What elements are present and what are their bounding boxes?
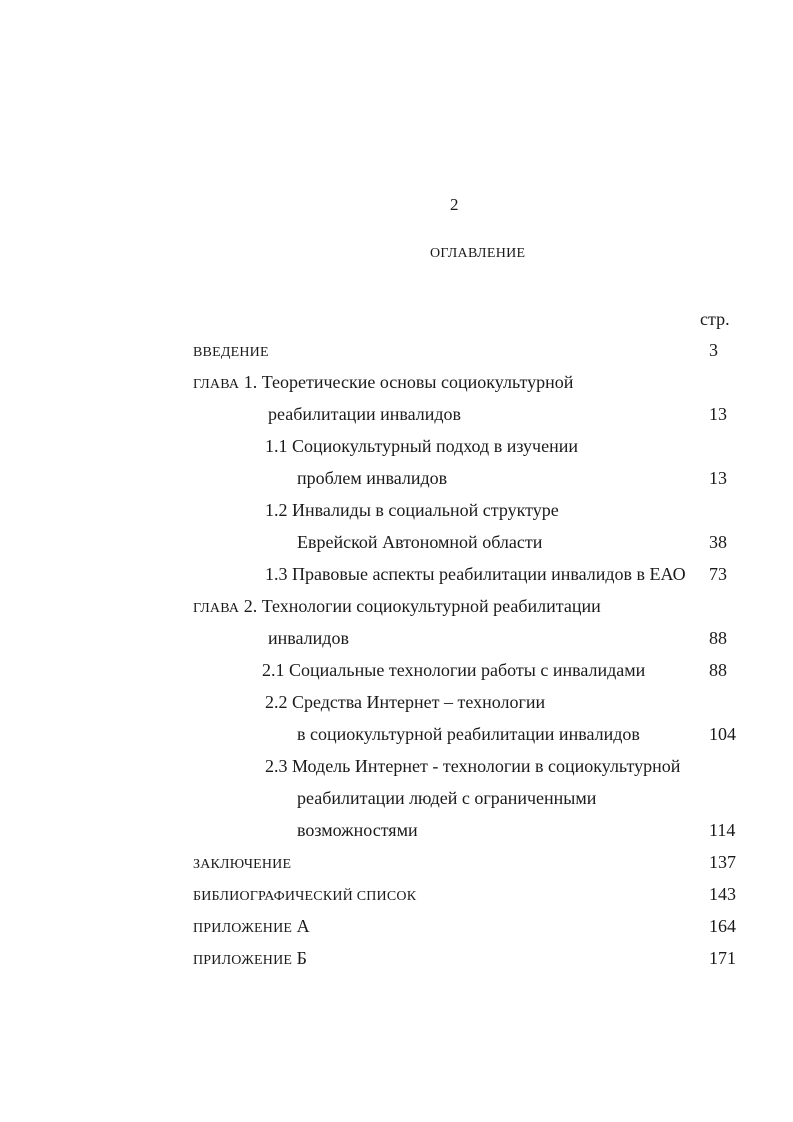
toc-entry-chapter-1 — [193, 371, 573, 396]
entry-text: 2.3 Модель Интернет - технологии в социокультурной — [265, 756, 681, 776]
entry-text: 2. Технологии социокультурной реабилитации — [243, 596, 601, 616]
toc-entry-section-2-3-cont-2 — [297, 819, 418, 841]
toc-entry-section-1-1 — [265, 435, 578, 457]
entry-page: 88 — [709, 628, 727, 648]
entry-text: реабилитации инвалидов — [268, 404, 462, 424]
toc-entry-section-1-3 — [265, 563, 686, 585]
entry-text: Еврейской Автономной области — [297, 532, 543, 552]
entry-page: 114 — [709, 820, 736, 840]
entry-prefix: ПРИЛОЖЕНИЕ — [193, 953, 293, 968]
toc-entry-section-1-1-cont — [297, 467, 447, 489]
toc-entry-section-2-3-cont — [297, 787, 596, 809]
entry-text: проблем инвалидов — [297, 468, 448, 488]
entry-text: 1. Теоретические основы социокультурной — [243, 372, 574, 392]
entry-page: 3 — [709, 340, 718, 360]
entry-text: 1.1 Социокультурный подход в изучении — [265, 436, 578, 456]
entry-text: 2.2 Средства Интернет – технологии — [265, 692, 546, 712]
entry-page: 73 — [709, 564, 727, 584]
entry-prefix: ПРИЛОЖЕНИЕ — [193, 921, 293, 936]
entry-prefix: ЗАКЛЮЧЕНИЕ — [193, 857, 292, 872]
toc-entry-conclusion — [193, 851, 291, 876]
toc-entry-chapter-2 — [193, 595, 601, 620]
entry-text: 2.1 Социальные технологии работы с инвалидами — [262, 660, 646, 680]
entry-text: 1.2 Инвалиды в социальной структуре — [265, 500, 559, 520]
entry-page: 171 — [709, 948, 736, 968]
toc-title: ОГЛАВЛЕНИЕ — [430, 246, 526, 261]
toc-entry-introduction — [193, 339, 269, 364]
toc-entry-section-2-2 — [265, 691, 545, 713]
toc-entry-section-1-2-cont — [297, 531, 542, 553]
entry-page: 164 — [709, 916, 736, 936]
toc-entry-section-1-2 — [265, 499, 559, 521]
toc-entry-section-2-3 — [265, 755, 680, 777]
entry-prefix: ГЛАВА — [193, 601, 240, 616]
entry-page: 137 — [709, 852, 736, 872]
toc-entry-section-2-2-cont — [297, 723, 640, 745]
entry-page: 38 — [709, 532, 727, 552]
entry-text: в социокультурной реабилитации инвалидов — [297, 724, 640, 744]
toc-entry-chapter-1-cont — [268, 403, 461, 425]
entry-prefix: ВВЕДЕНИЕ — [193, 345, 269, 360]
entry-text: Б — [296, 948, 307, 968]
page-number: 2 — [450, 195, 459, 214]
toc-entry-appendix-b — [193, 947, 307, 972]
entry-prefix: БИБЛИОГРАФИЧЕСКИЙ СПИСОК — [193, 889, 417, 904]
entry-text: А — [296, 916, 310, 936]
entry-page: 143 — [709, 884, 736, 904]
toc-entry-appendix-a — [193, 915, 310, 940]
entry-text: реабилитации людей с ограниченными — [297, 788, 597, 808]
toc-entry-section-2-1 — [262, 659, 645, 681]
entry-prefix: ГЛАВА — [193, 377, 240, 392]
entry-page: 13 — [709, 404, 727, 424]
entry-page: 88 — [709, 660, 727, 680]
toc-entry-bibliography — [193, 883, 416, 908]
pages-column-header: стр. — [700, 309, 730, 329]
entry-page: 13 — [709, 468, 727, 488]
entry-page: 104 — [709, 724, 736, 744]
entry-text: инвалидов — [268, 628, 349, 648]
entry-text: 1.3 Правовые аспекты реабилитации инвалидов в ЕАО — [265, 564, 686, 584]
toc-entry-chapter-2-cont — [268, 627, 349, 649]
entry-text: возможностями — [297, 820, 418, 840]
